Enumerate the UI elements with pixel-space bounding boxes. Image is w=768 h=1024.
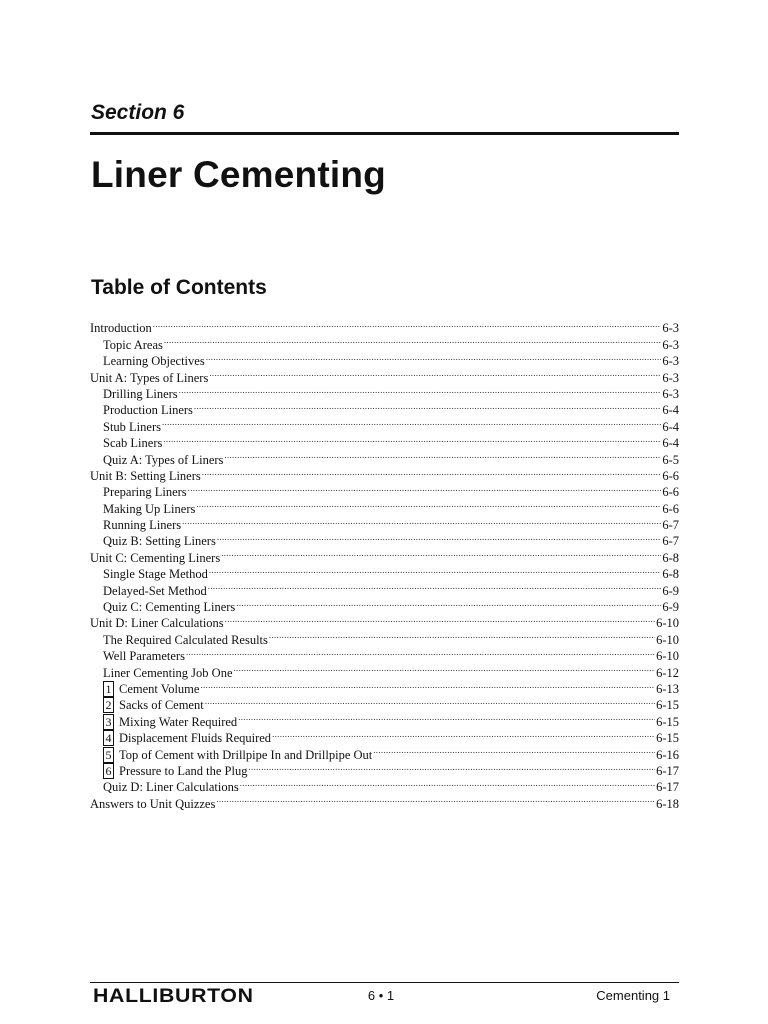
toc-dot-leader xyxy=(164,332,661,348)
toc-entry[interactable] xyxy=(90,349,679,369)
toc-dot-leader xyxy=(240,775,655,791)
toc-dot-leader xyxy=(202,464,662,480)
table-of-contents xyxy=(90,316,679,811)
toc-entry-text: Unit C: Cementing Liners xyxy=(90,550,221,565)
toc-dot-leader xyxy=(196,496,661,512)
toc-entry-text: Quiz D: Liner Calculations xyxy=(103,780,239,795)
toc-dot-leader xyxy=(224,447,661,463)
toc-entry-page: 6-4 xyxy=(662,419,679,434)
toc-entry-page: 6-6 xyxy=(662,501,679,516)
footer-document-title: Cementing 1 xyxy=(596,988,670,1003)
toc-entry-number: 5 xyxy=(103,747,114,763)
toc-dot-leader xyxy=(209,365,661,381)
toc-entry-text: Drilling Liners xyxy=(103,386,178,401)
toc-entry-text: Unit D: Liner Calculations xyxy=(90,616,224,631)
toc-entry[interactable] xyxy=(90,316,679,336)
toc-entry-page: 6-3 xyxy=(662,337,679,352)
toc-dot-leader xyxy=(206,349,662,365)
toc-dot-leader xyxy=(269,627,655,643)
toc-entry-page: 6-3 xyxy=(662,370,679,385)
toc-entry-text: Top of Cement with Drillpipe In and Drillpipe Out xyxy=(119,747,373,762)
toc-entry-page: 6-3 xyxy=(662,354,679,369)
toc-dot-leader xyxy=(236,595,661,611)
toc-dot-leader xyxy=(217,529,661,545)
toc-entry-number: 6 xyxy=(103,763,114,779)
toc-entry-text: Topic Areas xyxy=(103,337,163,352)
footer-divider xyxy=(90,982,679,983)
toc-entry[interactable] xyxy=(90,332,679,352)
toc-dot-leader xyxy=(205,693,655,709)
toc-dot-leader xyxy=(179,382,662,398)
toc-entry-number: 1 xyxy=(103,681,114,697)
toc-dot-leader xyxy=(186,644,655,660)
toc-entry-text: Answers to Unit Quizzes xyxy=(90,796,216,811)
toc-entry-page: 6-18 xyxy=(656,796,679,811)
toc-entry-page: 6-8 xyxy=(662,550,679,565)
toc-entry-page: 6-17 xyxy=(656,763,679,778)
toc-entry-page: 6-7 xyxy=(662,534,679,549)
toc-entry-text: Scab Liners xyxy=(103,436,163,451)
toc-entry-text: Displacement Fluids Required xyxy=(119,731,272,746)
toc-entry-number: 4 xyxy=(103,730,114,746)
toc-entry-text: Quiz B: Setting Liners xyxy=(103,534,216,549)
toc-entry-page: 6-8 xyxy=(662,567,679,582)
toc-entry-text: Pressure to Land the Plug xyxy=(119,763,248,778)
section-label: Section 6 xyxy=(91,101,185,124)
toc-entry-page: 6-10 xyxy=(656,616,679,631)
footer-page-number: 6 • 1 xyxy=(367,988,395,1003)
toc-entry-text: Preparing Liners xyxy=(103,485,187,500)
toc-entry-page: 6-9 xyxy=(662,583,679,598)
toc-entry-page: 6-10 xyxy=(656,632,679,647)
toc-entry-page: 6-17 xyxy=(656,780,679,795)
section-divider xyxy=(90,132,679,135)
toc-entry-page: 6-10 xyxy=(656,649,679,664)
toc-entry-page: 6-6 xyxy=(662,468,679,483)
toc-entry-page: 6-15 xyxy=(656,698,679,713)
toc-entry-page: 6-15 xyxy=(656,731,679,746)
toc-entry-page: 6-15 xyxy=(656,714,679,729)
toc-entry-page: 6-12 xyxy=(656,665,679,680)
toc-dot-leader xyxy=(209,562,661,578)
toc-dot-leader xyxy=(272,726,655,742)
toc-entry[interactable] xyxy=(90,382,679,401)
toc-dot-leader xyxy=(221,545,661,561)
toc-dot-leader xyxy=(182,513,661,529)
toc-entry-text: Cement Volume xyxy=(119,681,200,696)
toc-dot-leader xyxy=(153,316,662,332)
toc-dot-leader xyxy=(200,677,655,693)
toc-entry[interactable] xyxy=(90,398,679,418)
toc-dot-leader xyxy=(216,791,655,807)
toc-entry-page: 6-4 xyxy=(662,403,679,418)
toc-entry-text: Unit A: Types of Liners xyxy=(90,370,209,385)
toc-entry-text: Single Stage Method xyxy=(103,567,208,582)
toc-entry-text: Liner Cementing Job One xyxy=(103,665,233,680)
toc-entry-text: Well Parameters xyxy=(103,649,185,664)
toc-entry-text: Quiz A: Types of Liners xyxy=(103,452,224,467)
toc-entry-number: 3 xyxy=(103,714,114,730)
toc-entry-page: 6-6 xyxy=(662,485,679,500)
toc-entry[interactable] xyxy=(90,431,679,451)
toc-entry-page: 6-13 xyxy=(656,681,679,696)
toc-entry-page: 6-3 xyxy=(662,321,679,336)
toc-entry-number: 2 xyxy=(103,697,114,713)
toc-entry-text: The Required Calculated Results xyxy=(103,632,268,647)
toc-dot-leader xyxy=(373,742,655,758)
toc-entry-text: Making Up Liners xyxy=(103,501,196,516)
toc-dot-leader xyxy=(208,578,662,594)
toc-entry-text: Running Liners xyxy=(103,518,182,533)
toc-dot-leader xyxy=(163,431,661,447)
toc-dot-leader xyxy=(225,611,655,627)
toc-entry-text: Sacks of Cement xyxy=(119,698,204,713)
toc-entry-page: 6-3 xyxy=(662,386,679,401)
toc-dot-leader xyxy=(238,709,655,725)
toc-entry-text: Quiz C: Cementing Liners xyxy=(103,600,236,615)
page-title: Liner Cementing xyxy=(91,154,386,195)
toc-entry-page: 6-5 xyxy=(662,452,679,467)
toc-entry-page: 6-9 xyxy=(662,600,679,615)
toc-dot-leader xyxy=(194,398,661,414)
toc-entry-text: Stub Liners xyxy=(103,419,161,434)
toc-entry-text: Delayed-Set Method xyxy=(103,583,207,598)
toc-dot-leader xyxy=(248,759,655,775)
halliburton-logo: HALLIBURTON xyxy=(93,986,254,1007)
toc-entry-text: Unit B: Setting Liners xyxy=(90,468,201,483)
toc-heading: Table of Contents xyxy=(91,276,267,299)
toc-entry[interactable] xyxy=(90,414,679,434)
toc-entry-page: 6-4 xyxy=(662,436,679,451)
toc-entry-text: Mixing Water Required xyxy=(119,714,238,729)
toc-entry-page: 6-7 xyxy=(662,518,679,533)
toc-entry-page: 6-16 xyxy=(656,747,679,762)
toc-entry-text: Production Liners xyxy=(103,403,193,418)
toc-entry-text: Learning Objectives xyxy=(103,354,205,369)
toc-dot-leader xyxy=(234,660,656,676)
toc-entry[interactable] xyxy=(90,447,679,467)
toc-dot-leader xyxy=(162,414,661,430)
toc-entry-text: Introduction xyxy=(90,321,152,336)
toc-dot-leader xyxy=(188,480,662,496)
